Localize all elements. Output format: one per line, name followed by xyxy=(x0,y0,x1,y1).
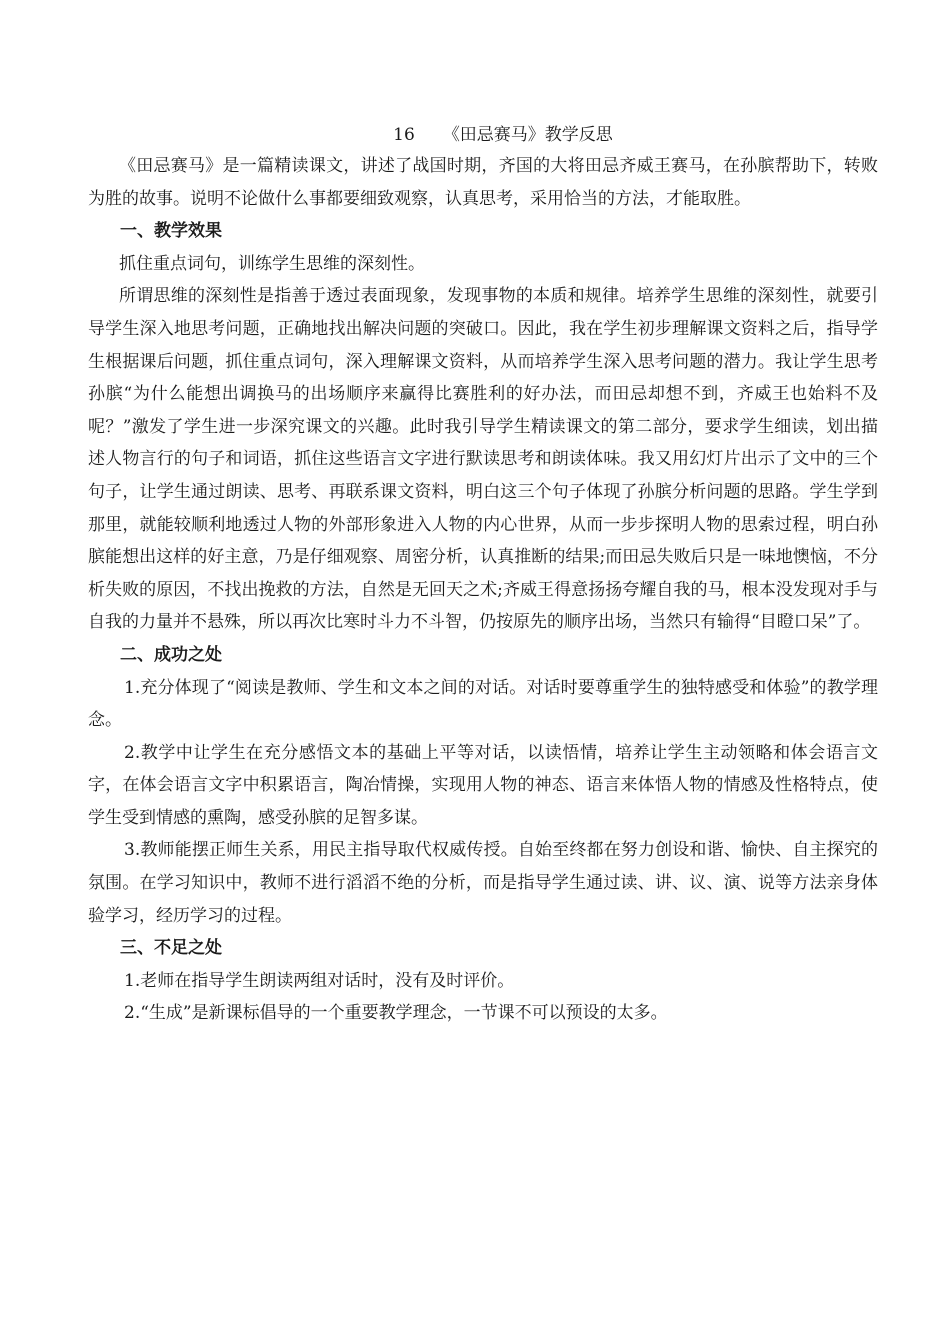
title-number: 16 xyxy=(393,125,415,145)
document-title xyxy=(88,120,878,150)
effect-paragraph-1: 抓住重点词句，训练学生思维的深刻性。 xyxy=(119,253,425,274)
section-heading-shortcomings: 三、不足之处 xyxy=(120,938,222,959)
shortcoming-item-1: 1.老师在指导学生朗读两组对话时，没有及时评价。 xyxy=(124,970,515,991)
shortcoming-item-2: 2.“生成”是新课标倡导的一个重要教学理念，一节课不可以预设的太多。 xyxy=(124,1003,668,1024)
intro-paragraph: 《田忌赛马》是一篇精读课文，讲述了战国时期，齐国的大将田忌齐威王赛马，在孙膑帮助下，转败为胜的故事。说明不论做什么事都要细致观察，认真思考，采用恰当的方法，才能取胜。 xyxy=(88,156,878,209)
success-item-1: 1.充分体现了“阅读是教师、学生和文本之间的对话。对话时要尊重学生的独特感受和体验”的教学理念。 xyxy=(88,677,878,731)
section-heading-success: 二、成功之处 xyxy=(120,644,222,665)
success-item-3: 3.教师能摆正师生关系，用民主指导取代权威传授。自始至终都在努力创设和谐、愉快、自主探究的氛围。在学习知识中，教师不进行滔滔不绝的分析，而是指导学生通过读、讲、议、演、说等方法亲身体验学习，经历学习的过程。 xyxy=(88,840,878,926)
effect-paragraph-2: 所谓思维的深刻性是指善于透过表面现象，发现事物的本质和规律。培养学生思维的深刻性，就要引导学生深入地思考问题，正确地找出解决问题的突破口。因此，我在学生初步理解课文资料之后，指导学生根据课后问题，抓住重点词句，深入理解课文资料，从而培养学生深入思考问题的潜力。我让学生思考孙膑“为什么能想出调换马的出场顺序来赢得比赛胜利的好办法，而田忌却想不到，齐威王也始料不及呢？”激发了学生进一步深究课文的兴趣。此时我引导学生精读课文的第二部分，要求学生细读，划出描述人物言行的句子和词语，抓住这些语言文字进行默读思考和朗读体味。我又用幻灯片出示了文中的三个句子，让学生通过朗读、思考、再联系课文资料，明白这三个句子体现了孙膑分析问题的思路。学生学到那里，就能较顺利地透过人物的外部形象进入人物的内心世界，从而一步步探明人物的思索过程，明白孙膑能想出这样的好主意，乃是仔细观察、周密分析，认真推断的结果;而田忌失败后只是一味地懊恼，不分析失败的原因，不找出挽救的方法，自然是无回天之术;齐威王得意扬扬夸耀自我的马，根本没发现对手与自我的力量并不悬殊，所以再次比寒时斗力不斗智，仍按原先的顺序出场，当然只有输得“目瞪口呆”了。 xyxy=(88,286,878,633)
section-heading-effect: 一、教学效果 xyxy=(120,221,222,242)
document-page xyxy=(88,120,878,1030)
title-text: 《田忌赛马》教学反思 xyxy=(442,125,613,145)
success-item-2: 2.教学中让学生在充分感悟文本的基础上平等对话，以读悟情，培养让学生主动领略和体会语言文字，在体会语言文字中积累语言，陶冶情操，实现用人物的神态、语言来体悟人物的情感及性格特点，使学生受到情感的熏陶，感受孙膑的足智多谋。 xyxy=(88,742,878,828)
